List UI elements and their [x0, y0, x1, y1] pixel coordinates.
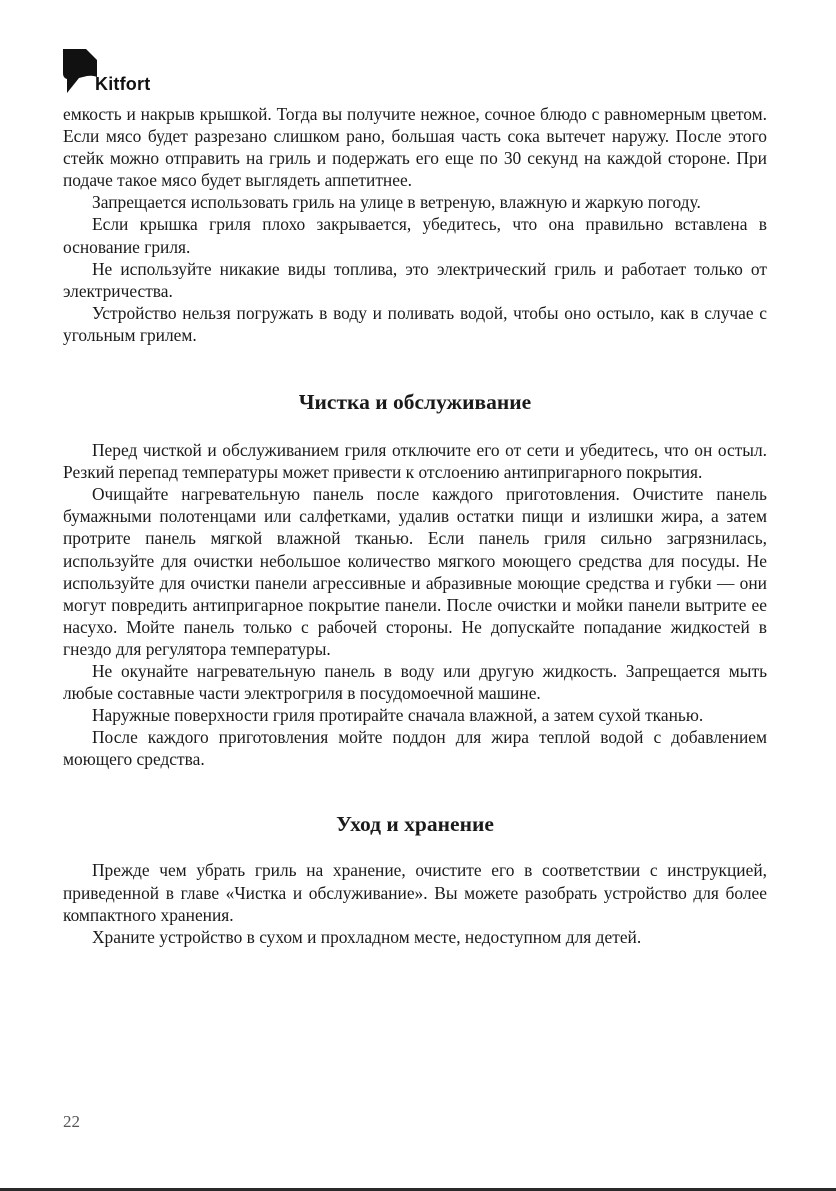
brand-logo	[63, 49, 150, 93]
paragraph: Перед чисткой и обслуживанием гриля отключите его от сети и убедитесь, что он остыл. Резкий перепад температуры может привести к отслоению антипригарного покрытия.	[63, 440, 767, 483]
paragraph: После каждого приготовления мойте поддон для жира теплой водой с добавлением моющего средства.	[63, 727, 767, 770]
paragraph: Наружные поверхности гриля протирайте сначала влажной, а затем сухой тканью.	[92, 705, 704, 726]
paragraph: Не окунайте нагревательную панель в воду или другую жидкость. Запрещается мыть любые составные части электрогриля в посудомоечной машине.	[63, 660, 767, 704]
page-number: 22	[63, 1112, 80, 1131]
paragraph: емкость и накрыв крышкой. Тогда вы получите нежное, сочное блюдо с равномерным цветом. Если мясо будет разрезано слишком рано, большая часть сока вытечет наружу. После этого стейк можно отправить на гриль и подержать его еще по 30 секунд на каждой стороне. При подаче такое мясо будет выглядеть аппетитнее.	[63, 104, 767, 191]
paragraph: Запрещается использовать гриль на улице в ветреную, влажную и жаркую погоду.	[92, 192, 701, 213]
brand-name: Kitfort	[95, 74, 151, 94]
page-content	[63, 103, 767, 948]
paragraph: Если крышка гриля плохо закрывается, убедитесь, что она правильно вставлена в основание гриля.	[63, 214, 767, 257]
paragraph: Прежде чем убрать гриль на хранение, очистите его в соответствии с инструкцией, приведенной в главе «Чистка и обслуживание». Вы можете разобрать устройство для более компактного хранения.	[63, 860, 767, 925]
paragraph: Устройство нельзя погружать в воду и поливать водой, чтобы оно остыло, как в случае с угольным грилем.	[63, 302, 767, 345]
kitfort-logo-icon	[63, 49, 97, 93]
paragraph: Очищайте нагревательную панель после каждого приготовления. Очистите панель бумажными полотенцами или салфетками, удалив остатки пищи и излишки жира, а затем протрите панель мягкой влажной тканью. Если панель гриля сильно загрязнилась, используйте для очистки небольшое количество мягкого моющего средства для посуды. Не используйте для очистки панели агрессивные и абразивные моющие средства и губки — они могут повредить антипригарное покрытие панели. После очистки и мойки панели вытрите ее насухо. Мойте панель только с рабочей стороны. Не допускайте попадание жидкостей в гнездо для регулятора температуры.	[63, 484, 767, 659]
paragraph: Храните устройство в сухом и прохладном месте, недоступном для детей.	[92, 926, 642, 947]
paragraph: Не используйте никакие виды топлива, это электрический гриль и работает только от электричества.	[63, 258, 767, 301]
section-heading-cleaning: Чистка и обслуживание	[298, 390, 532, 415]
section-heading-storage: Уход и хранение	[336, 812, 494, 837]
